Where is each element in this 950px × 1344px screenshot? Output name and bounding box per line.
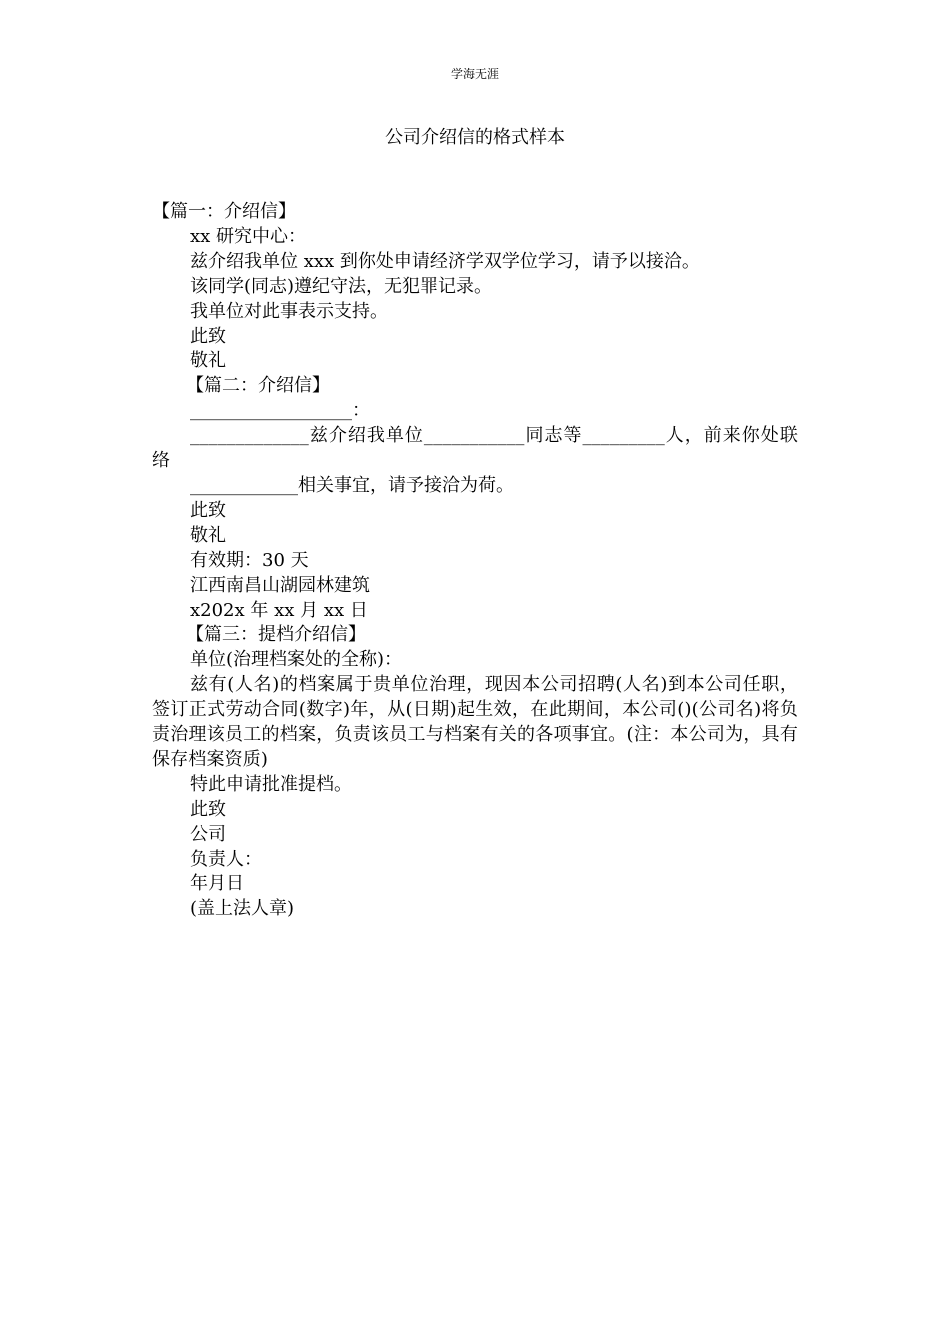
section2-org: 江西南昌山湖园林建筑 xyxy=(190,574,370,596)
section2-validity: 有效期：30 天 xyxy=(190,549,309,571)
section3-person: 负责人： xyxy=(190,848,262,870)
section1-line3: 我单位对此事表示支持。 xyxy=(190,300,388,322)
section3-company: 公司 xyxy=(190,823,226,845)
section2-closing2: 敬礼 xyxy=(190,524,226,546)
section2-date: x202x 年 xx 月 xx 日 xyxy=(190,599,368,621)
section2-paragraph1: _____________兹介绍我单位___________同志等_________人，前来你处联络 xyxy=(152,425,798,472)
document-body xyxy=(152,200,798,922)
section1-addressee: xx 研究中心： xyxy=(190,225,307,247)
section2-line2: ____________相关事宜，请予接洽为荷。 xyxy=(190,474,514,496)
section3-heading: 【篇三：提档介绍信】 xyxy=(186,624,366,646)
section3-paragraph1: 兹有(人名)的档案属于贵单位治理，现因本公司招聘(人名)到本公司任职，签订正式劳动合同(数字)年，从(日期)起生效，在此期间，本公司()(公司名)将负责治理该员工的档案，负责该员工与档案有关的各项事宜。(注：本公司为，具有保存档案资质) xyxy=(152,674,798,770)
section3-date: 年月日 xyxy=(190,873,244,895)
section1-closing1: 此致 xyxy=(190,325,226,347)
section1-closing2: 敬礼 xyxy=(190,350,226,372)
section3-line2: 特此申请批准提档。 xyxy=(190,773,352,795)
section2-closing1: 此致 xyxy=(190,499,226,521)
section1-line1: 兹介绍我单位 xxx 到你处申请经济学双学位学习，请予以接洽。 xyxy=(190,250,700,272)
document-title: 公司介绍信的格式样本 xyxy=(385,127,565,148)
section1-heading: 【篇一：介绍信】 xyxy=(152,201,296,222)
section3-addressee: 单位(治理档案处的全称)： xyxy=(190,649,403,671)
section3-closing1: 此致 xyxy=(190,798,226,820)
section2-heading: 【篇二：介绍信】 xyxy=(186,375,330,397)
section3-seal: (盖上法人章) xyxy=(190,898,295,920)
section1-line2: 该同学(同志)遵纪守法，无犯罪记录。 xyxy=(190,275,493,297)
page-header: 学海无涯 xyxy=(450,67,499,81)
section2-addressee: __________________： xyxy=(190,400,370,422)
